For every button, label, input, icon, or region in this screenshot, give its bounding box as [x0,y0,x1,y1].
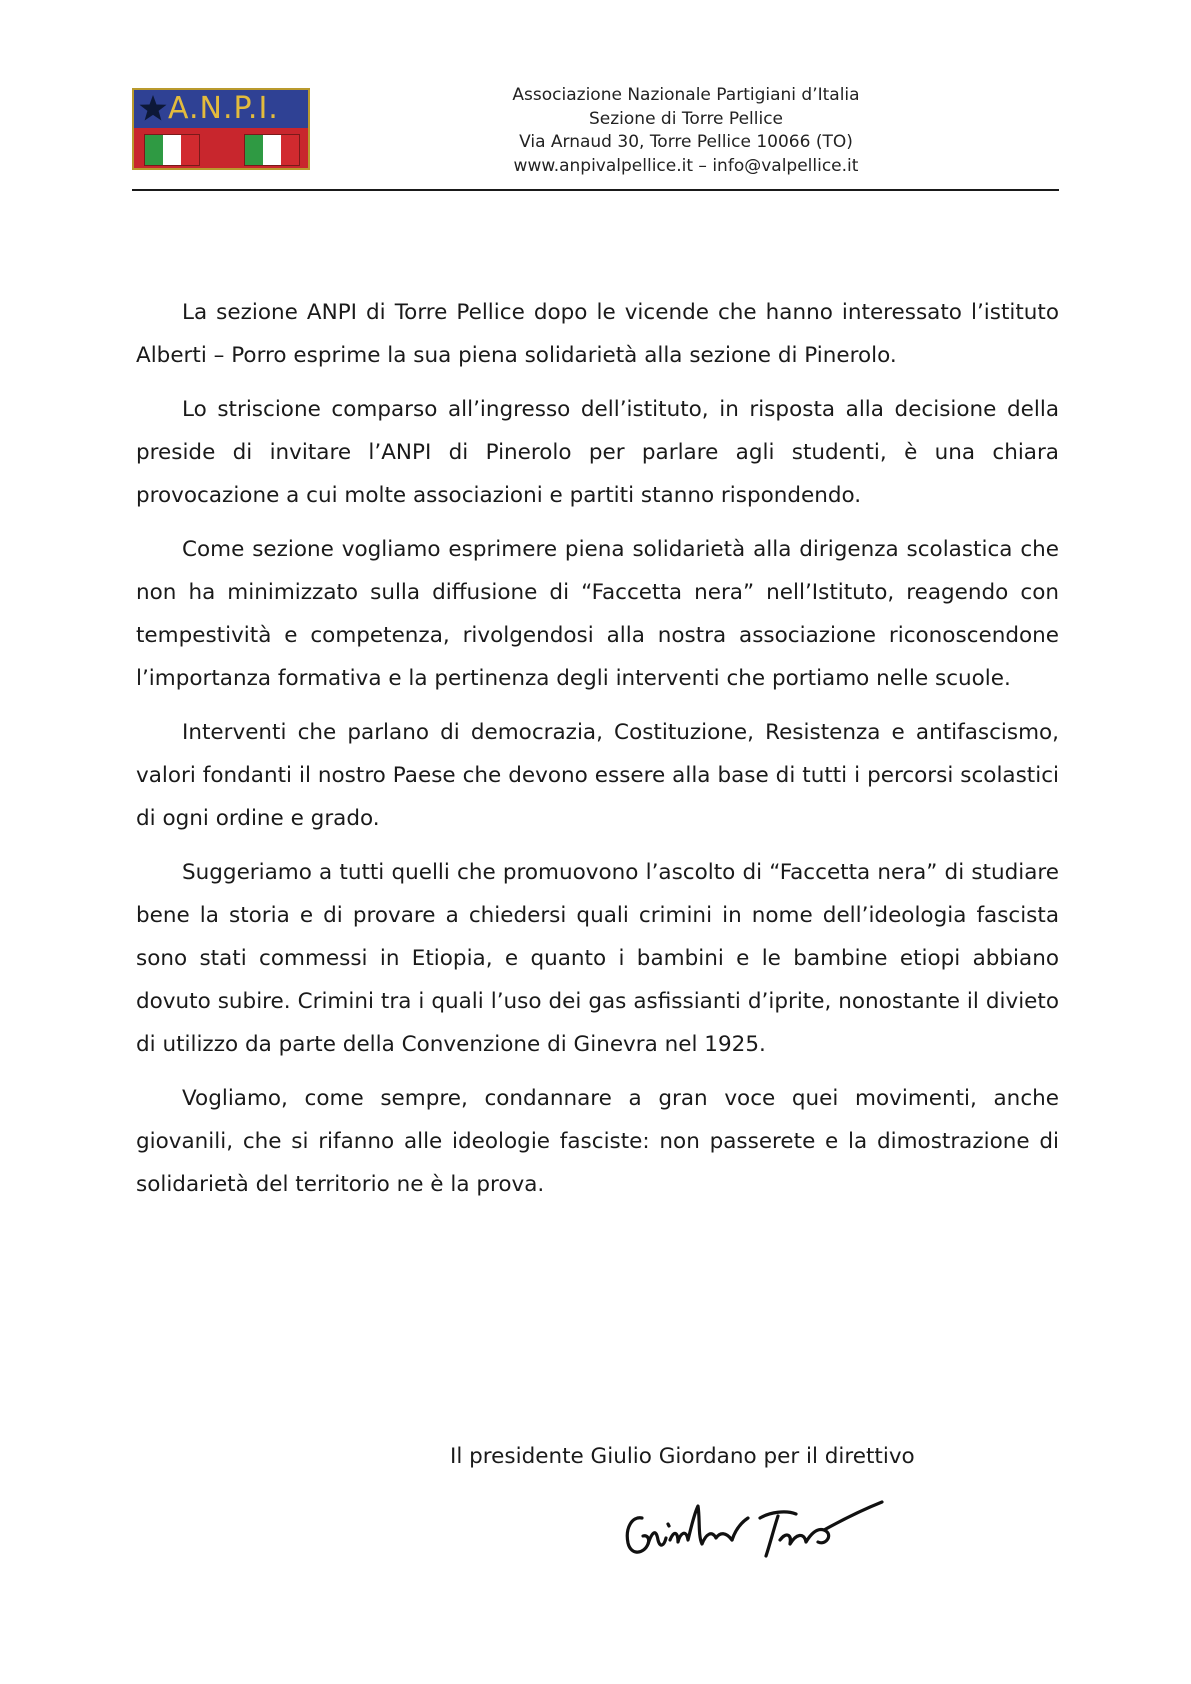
handwritten-signature [620,1488,900,1568]
letter-body [136,291,1059,1217]
italian-flag-icon [144,134,200,166]
paragraph: Come sezione vogliamo esprimere piena solidarietà alla dirigenza scolastica che non ha minimizzato sulla diffusione di “Faccetta nera” nell’Istituto, reagendo con tempestività e competenza, rivolgendosi alla nostra associazione riconoscendone l’importanza formativa e la pertinenza degli interventi che portiamo nelle scuole. [136,537,1059,691]
logo-flags-band [134,128,308,168]
organization-name: Associazione Nazionale Partigiani d’Italia [512,85,860,105]
contact-info: www.anpivalpellice.it – info@valpellice.it [513,155,859,176]
paragraph: Lo striscione comparso all’ingresso dell’istituto, in risposta alla decisione della preside di invitare l’ANPI di Pinerolo per parlare agli studenti, è una chiara provocazione a cui molte associazioni e partiti stanno rispondendo. [136,397,1059,508]
organization-info [436,84,936,178]
section-name: Sezione di Torre Pellice [589,108,783,129]
anpi-logo [132,88,310,170]
star-icon [137,90,169,126]
paragraph: Vogliamo, come sempre, condannare a gran voce quei movimenti, anche giovanili, che si rifanno alle ideologie fasciste: non passerete e la dimostrazione di solidarietà del territorio ne è la prova. [136,1086,1059,1197]
paragraph: La sezione ANPI di Torre Pellice dopo le vicende che hanno interessato l’istituto Alberti – Porro esprime la sua piena solidarietà alla sezione di Pinerolo. [136,300,1059,368]
paragraph: Interventi che parlano di democrazia, Costituzione, Resistenza e antifascismo, valori fondanti il nostro Paese che devono essere alla base di tutti i percorsi scolastici di ogni ordine e grado. [136,720,1059,831]
logo-banner [134,90,308,128]
paragraph: Suggeriamo a tutti quelli che promuovono l’ascolto di “Faccetta nera” di studiare bene la storia e di provare a chiedersi quali crimini in nome dell’ideologia fascista sono stati commessi in Etiopia, e quanto i bambini e le bambine etiopi abbiano dovuto subire. Crimini tra i quali l’uso dei gas asfissianti d’iprite, nonostante il divieto di utilizzo da parte della Convenzione di Ginevra nel 1925. [136,860,1059,1057]
address: Via Arnaud 30, Torre Pellice 10066 (TO) [519,132,853,152]
logo-text: A.N.P.I. [168,91,279,126]
closing-line: Il presidente Giulio Giordano per il direttivo [450,1444,915,1469]
italian-flag-icon [244,134,300,166]
header-divider [132,189,1059,191]
